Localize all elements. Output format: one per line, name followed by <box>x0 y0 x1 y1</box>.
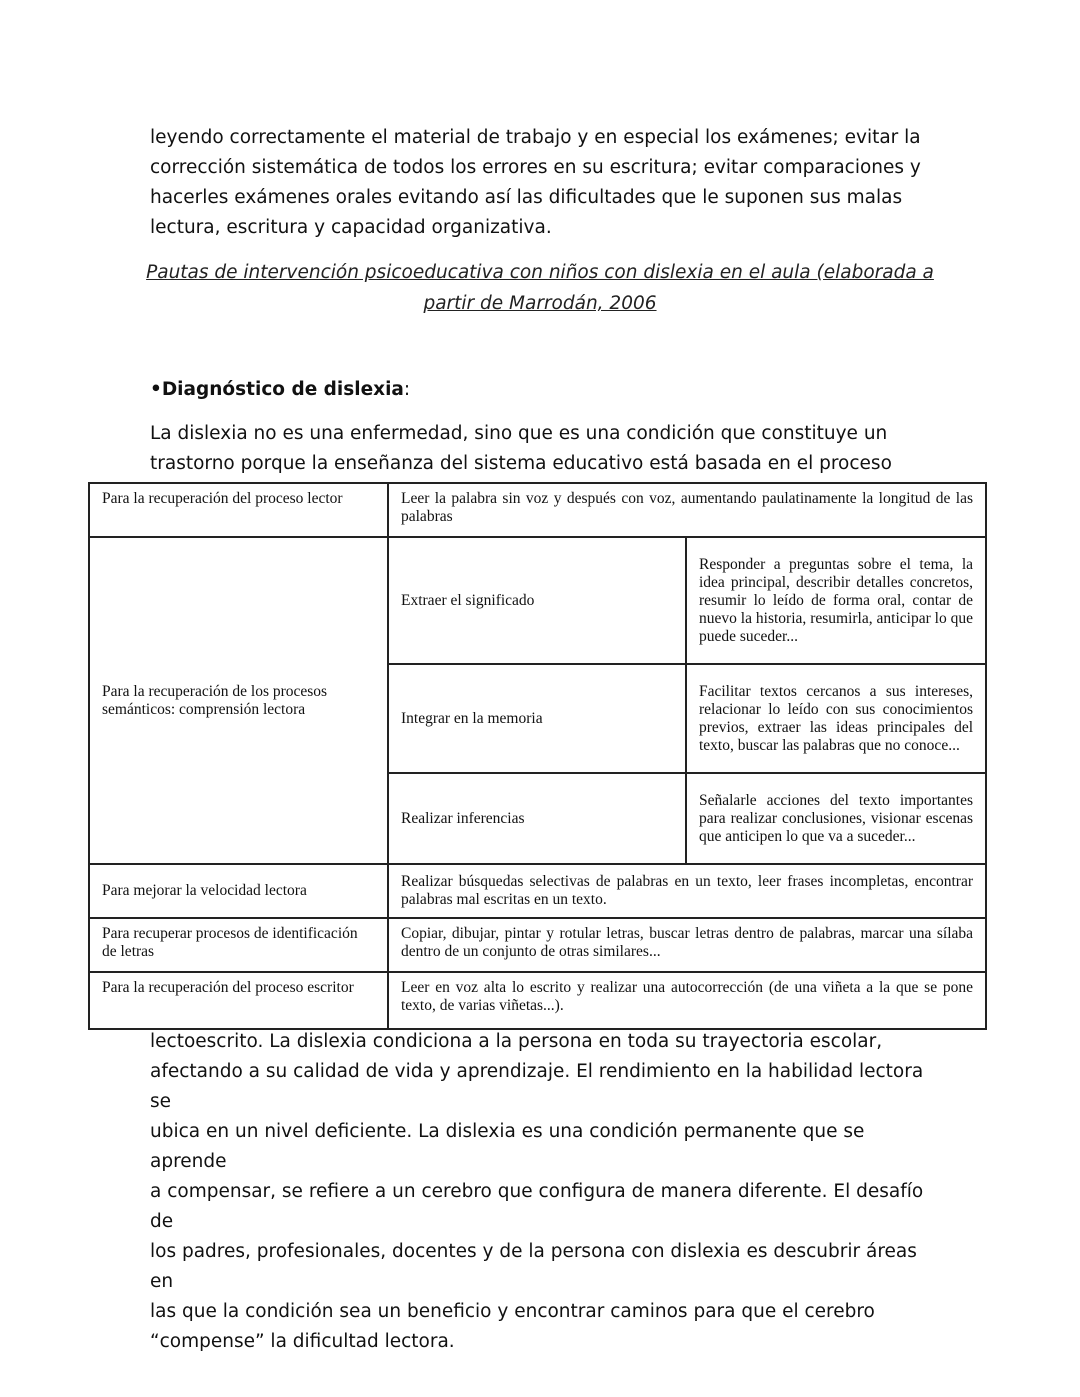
table-row <box>89 864 986 918</box>
row-activities: Leer la palabra sin voz y después con voz, aumentando paulatinamente la longitud de las palabras <box>388 483 986 537</box>
text-line: leyendo correctamente el material de trabajo y en especial los exámenes; evitar la <box>150 127 921 148</box>
bullet-icon: • <box>150 379 162 400</box>
activities-cell: Señalarle acciones del texto importantes para realizar conclusiones, visionar escenas que anticipen lo que va a suceder... <box>686 773 986 864</box>
row-activities: Copiar, dibujar, pintar y rotular letras, buscar letras dentro de palabras, marcar una sílaba dentro de un conjunto de otras similares... <box>388 918 986 972</box>
text-line: ubica en un nivel deficiente. La dislexia es una condición permanente que se aprende <box>150 1121 865 1172</box>
row-label: Para la recuperación de los procesos semánticos: comprensión lectora <box>89 537 388 864</box>
paragraph-before-table <box>150 419 940 479</box>
intervention-table <box>88 482 987 1030</box>
table-row <box>89 918 986 972</box>
row-label: Para la recuperación del proceso lector <box>89 483 388 537</box>
row-activities: Realizar búsquedas selectivas de palabras en un texto, leer frases incompletas, encontrar palabras mal escritas en un texto. <box>388 864 986 918</box>
row-label: Para mejorar la velocidad lectora <box>89 864 388 918</box>
heading-colon: : <box>403 379 411 400</box>
activities-cell: Facilitar textos cercanos a sus intereses, relacionar lo leído con sus conocimientos previos, extraer las ideas principales del texto, buscar las palabras que no conoce... <box>686 664 986 773</box>
activities-cell: Responder a preguntas sobre el tema, la idea principal, describir detalles concretos, resumir lo leído de forma oral, contar de nuevo la historia, resumirla, anticipar lo que puede suceder... <box>686 537 986 664</box>
text-line: trastorno porque la enseñanza del sistema educativo está basada en el proceso <box>150 453 892 474</box>
section-title: Diagnóstico de dislexia <box>161 379 404 400</box>
paragraph-after-table <box>150 1027 940 1357</box>
table-row <box>89 537 986 664</box>
row-label: Para la recuperación del proceso escritor <box>89 972 388 1029</box>
strategy-cell: Realizar inferencias <box>388 773 686 864</box>
caption-line: Pautas de intervención psicoeducativa con niños con dislexia en el aula (elaborada a <box>146 262 934 283</box>
text-line: lectoescrito. La dislexia condiciona a la persona en toda su trayectoria escolar, <box>150 1031 883 1052</box>
text-line: las que la condición sea un beneficio y encontrar caminos para que el cerebro <box>150 1301 875 1322</box>
section-heading <box>150 375 410 405</box>
strategy-cell: Integrar en la memoria <box>388 664 686 773</box>
table-row <box>89 483 986 537</box>
intro-paragraph <box>150 123 940 243</box>
text-line: corrección sistemática de todos los errores en su escritura; evitar comparaciones y <box>150 157 921 178</box>
text-line: los padres, profesionales, docentes y de la persona con dislexia es descubrir áreas en <box>150 1241 917 1292</box>
table-row <box>89 972 986 1029</box>
text-line: “compense” la dificultad lectora. <box>150 1331 455 1352</box>
row-label: Para recuperar procesos de identificación de letras <box>89 918 388 972</box>
strategy-cell: Extraer el significado <box>388 537 686 664</box>
text-line: afectando a su calidad de vida y aprendizaje. El rendimiento en la habilidad lectora se <box>150 1061 924 1112</box>
caption-line: partir de Marrodán, 2006 <box>423 293 657 314</box>
text-line: La dislexia no es una enfermedad, sino que es una condición que constituye un <box>150 423 888 444</box>
figure-caption <box>120 257 960 319</box>
row-activities: Leer en voz alta lo escrito y realizar una autocorrección (de una viñeta a la que se pone texto, de varias viñetas...). <box>388 972 986 1029</box>
text-line: hacerles exámenes orales evitando así las dificultades que le suponen sus malas <box>150 187 903 208</box>
text-line: a compensar, se refiere a un cerebro que configura de manera diferente. El desafío de <box>150 1181 924 1232</box>
text-line: lectura, escritura y capacidad organizativa. <box>150 217 552 238</box>
